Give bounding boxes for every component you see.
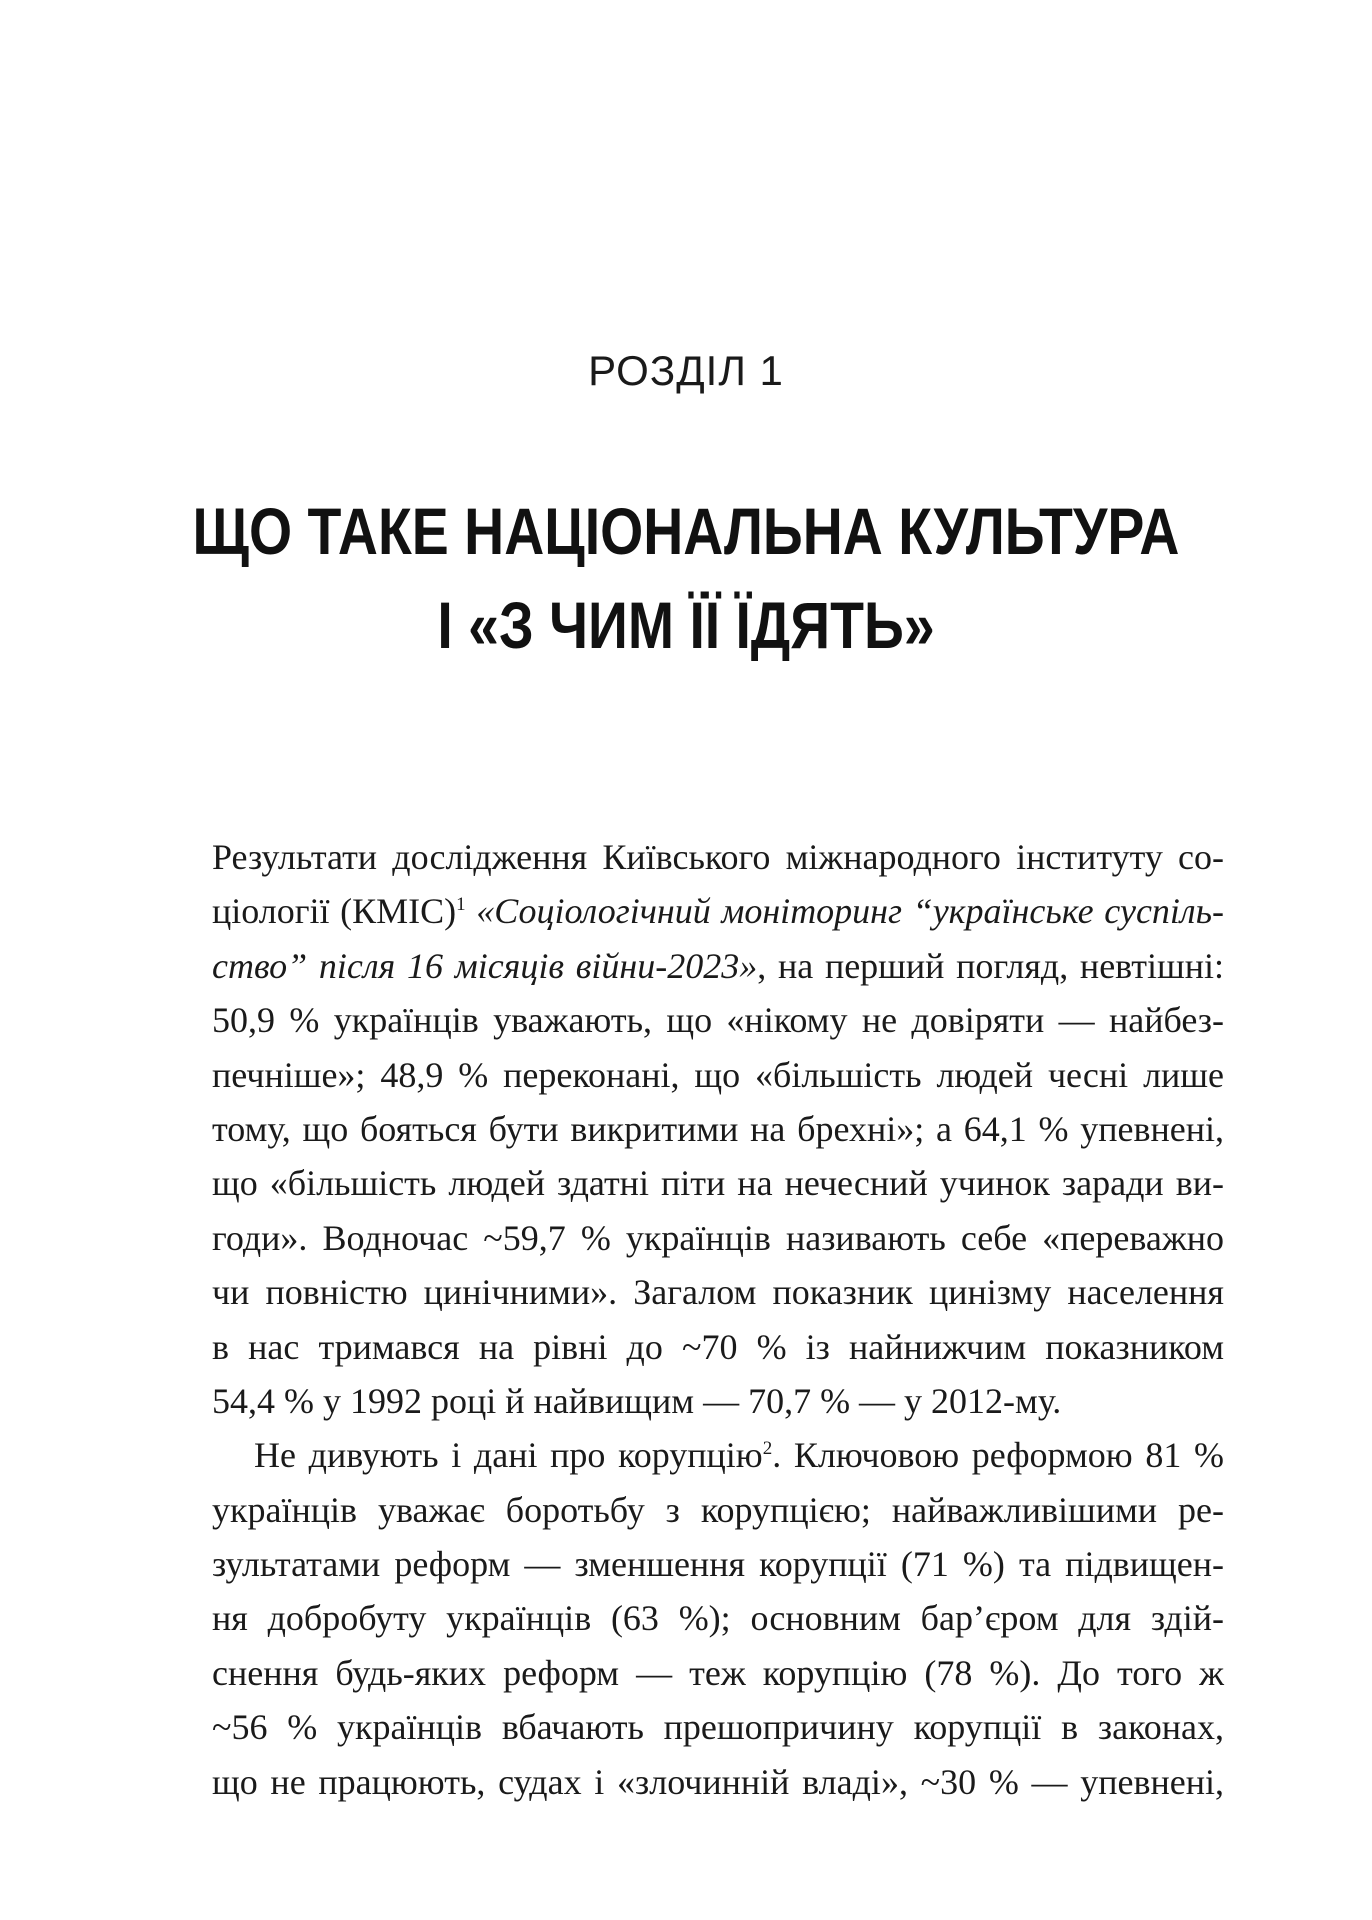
footnote-ref-2[interactable]: 2 [762, 1438, 773, 1460]
text-run: ціології (КМІС) [212, 891, 457, 932]
text-line: 54,4 % у 1992 році й найвищим — 70,7 % — у 2012-му. [212, 1380, 1062, 1421]
text-line: тому, що бояться бути викритими на брехні»; а 64,1 % упевнені, [212, 1108, 1224, 1149]
text-line: чи повністю цинічними». Загалом показник цинізму населення [212, 1272, 1224, 1313]
chapter-title [110, 484, 1262, 672]
text-run: . Ключовою реформою 81 % [772, 1435, 1224, 1476]
text-line: снення будь-яких реформ — теж корупцію (78 %). До того ж [212, 1652, 1224, 1693]
text-line: зультатами реформ — зменшення корупції (71 %) та підвищен- [212, 1544, 1224, 1585]
text-line: ня добробуту українців (63 %); основним бар’єром для здій- [212, 1598, 1224, 1639]
chapter-label: РОЗДІЛ 1 [588, 347, 784, 394]
study-title: ство” після 16 місяців війни-2023» [212, 945, 758, 986]
chapter-title-line-2: І «З ЧИМ ЇЇ ЇДЯТЬ» [437, 588, 935, 662]
text-line: 50,9 % українців уважають, що «нікому не довіряти — найбез- [212, 1000, 1224, 1041]
text-line [212, 884, 1224, 938]
text-line: ~56 % українців вбачають прешопричину корупції в законах, [212, 1707, 1224, 1748]
study-title: «Соціологічний моніторинг “українське суспіль- [465, 891, 1224, 932]
paragraph-1 [212, 830, 1224, 1428]
text-line: в нас тримався на рівні до ~70 % із найнижчим показником [212, 1326, 1224, 1367]
text-run: Не дивують і дані про корупцію [254, 1435, 763, 1476]
text-line: годи». Водночас ~59,7 % українців називають себе «переважно [212, 1217, 1224, 1258]
text-line: що «більшість людей здатні піти на нечесний учинок заради ви- [212, 1163, 1224, 1204]
text-line: печніше»; 48,9 % переконані, що «більшість людей чесні лише [212, 1054, 1224, 1095]
text-run: , на перший погляд, невтішні: [757, 945, 1224, 986]
chapter-title-line-1: ЩО ТАКЕ НАЦІОНАЛЬНА КУЛЬТУРА [192, 494, 1180, 568]
footnote-ref-1[interactable]: 1 [456, 894, 466, 916]
text-line: Результати дослідження Київського міжнародного інституту со- [212, 837, 1224, 877]
paragraph-2 [212, 1428, 1224, 1809]
text-line: українців уважає боротьбу з корупцією; найважливішими ре- [212, 1489, 1224, 1530]
body-text [212, 830, 1224, 1809]
text-line: що не працюють, судах і «злочинній владі», ~30 % — упевнені, [212, 1761, 1224, 1802]
text-line [212, 1428, 1224, 1482]
text-line [212, 939, 1224, 993]
